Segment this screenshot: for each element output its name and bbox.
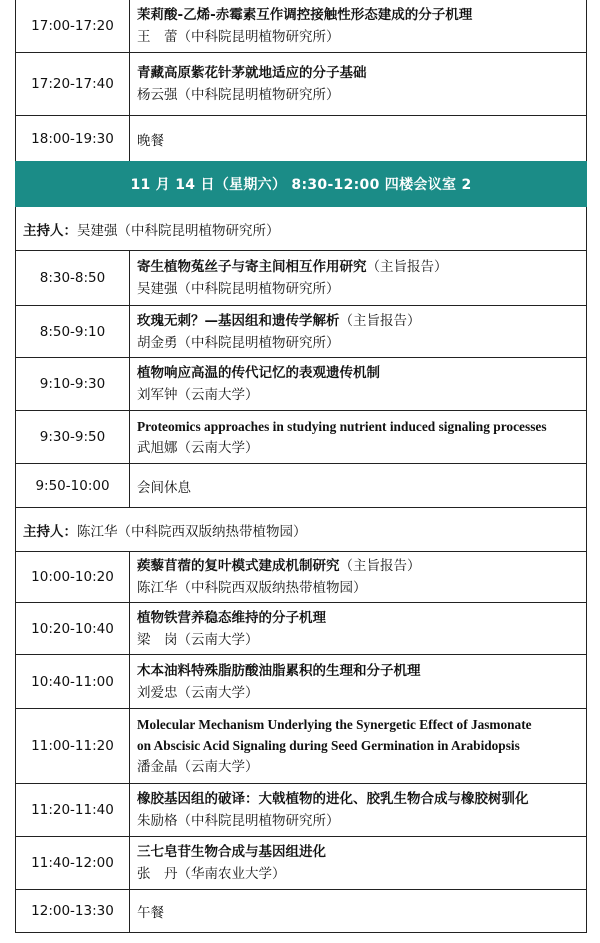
session-note: 会间休息: [137, 479, 191, 496]
session-note: 午餐: [137, 905, 164, 921]
host-row: [16, 508, 586, 552]
session-time: 18:00-19:30: [16, 116, 130, 161]
session-title: 植物铁营养稳态维持的分子机理: [137, 609, 326, 626]
session-speaker: 武旭娜（云南大学）: [137, 439, 259, 456]
session-content: [130, 358, 586, 410]
schedule-table: [15, 0, 587, 933]
session-tag: （主旨报告）: [366, 259, 448, 275]
session-time: 17:20-17:40: [16, 53, 130, 115]
session-time: 10:40-11:00: [16, 655, 130, 708]
session-title: [137, 310, 586, 332]
session-speaker: 陈江华（中科院西双版纳热带植物园）: [137, 580, 367, 596]
table-row: [16, 552, 586, 603]
session-content: [130, 116, 586, 161]
session-time: 8:50-9:10: [16, 306, 130, 357]
host-name: 吴建强（中科院昆明植物研究所）: [77, 222, 280, 239]
session-speaker: 梁 岗（云南大学）: [137, 631, 259, 648]
session-content: [130, 411, 586, 463]
session-speaker: 朱励格（中科院昆明植物研究所）: [137, 813, 340, 829]
session-title: 青藏高原紫花针茅就地适应的分子基础: [137, 65, 367, 81]
session-content: [130, 890, 586, 932]
session-title-text: 寄生植物菟丝子与寄主间相互作用研究: [137, 259, 367, 275]
session-title: 木本油料特殊脂肪酸油脂累积的生理和分子机理: [137, 662, 421, 679]
session-title: Proteomics approaches in studying nutrient induced signaling processes: [137, 418, 547, 434]
session-time: 11:20-11:40: [16, 784, 130, 836]
table-row: [16, 890, 586, 932]
session-speaker: 潘金晶（云南大学）: [137, 759, 259, 775]
session-time: 11:40-12:00: [16, 837, 130, 889]
session-content: [130, 0, 586, 52]
table-row: [16, 411, 586, 464]
session-title: 橡胶基因组的破译：大戟植物的进化、胶乳生物合成与橡胶树驯化: [137, 791, 529, 807]
session-time: 12:00-13:30: [16, 890, 130, 932]
session-title: [137, 555, 586, 577]
table-row: [16, 784, 586, 837]
session-speaker: 刘军钟（云南大学）: [137, 387, 259, 403]
host-label: 主持人：: [23, 523, 77, 540]
session-content: [130, 552, 586, 602]
host-label: 主持人：: [23, 222, 77, 239]
session-time: 17:00-17:20: [16, 0, 130, 52]
session-content: [130, 837, 586, 889]
session-speaker: 刘爱忠（云南大学）: [137, 684, 259, 701]
session-tag: （主旨报告）: [339, 312, 421, 329]
session-time: 9:10-9:30: [16, 358, 130, 410]
table-row: [16, 837, 586, 890]
session-tag: （主旨报告）: [339, 558, 421, 574]
host-row: [16, 207, 586, 251]
session-title-line2: on Abscisic Acid Signaling during Seed Germination in Arabidopsis: [137, 738, 520, 753]
session-content: [130, 603, 586, 654]
table-row: [16, 116, 586, 161]
table-row: [16, 53, 586, 116]
session-time: 9:50-10:00: [16, 464, 130, 507]
session-content: [130, 306, 586, 357]
session-title: 植物响应高温的传代记忆的表观遗传机制: [137, 365, 380, 381]
day-banner: 11 月 14 日（星期六） 8:30-12:00 四楼会议室 2: [15, 161, 587, 207]
session-time: 11:00-11:20: [16, 709, 130, 783]
session-speaker: 杨云强（中科院昆明植物研究所）: [137, 87, 340, 103]
host-name: 陈江华（中科院西双版纳热带植物园）: [77, 523, 307, 540]
session-time: 10:00-10:20: [16, 552, 130, 602]
table-row: [16, 0, 586, 53]
table-row: [16, 358, 586, 411]
session-note: 晚餐: [137, 132, 164, 149]
session-time: 8:30-8:50: [16, 251, 130, 305]
session-time: 9:30-9:50: [16, 411, 130, 463]
session-time: 10:20-10:40: [16, 603, 130, 654]
session-content: [130, 53, 586, 115]
session-content: [130, 709, 586, 783]
session-title-text: 蒺藜苜蓿的复叶模式建成机制研究: [137, 558, 340, 574]
table-row: [16, 709, 586, 784]
session-title: 茉莉酸-乙烯-赤霉素互作调控接触性形态建成的分子机理: [137, 7, 473, 23]
session-title: [137, 256, 586, 278]
session-title-text: 玫瑰无刺？—基因组和遗传学解析: [137, 312, 340, 329]
session-speaker: 王 蕾（中科院昆明植物研究所）: [137, 29, 340, 45]
table-row: [16, 655, 586, 709]
session-title: 三七皂苷生物合成与基因组进化: [137, 844, 326, 860]
session-content: [130, 464, 586, 507]
session-content: [130, 655, 586, 708]
table-row: [16, 306, 586, 358]
session-speaker: 张 丹（华南农业大学）: [137, 866, 286, 882]
table-row: [16, 464, 586, 508]
session-speaker: 胡金勇（中科院昆明植物研究所）: [137, 334, 340, 351]
session-content: [130, 784, 586, 836]
session-title: Molecular Mechanism Underlying the Synergetic Effect of Jasmonate: [137, 717, 532, 732]
table-row: [16, 603, 586, 655]
session-speaker: 吴建强（中科院昆明植物研究所）: [137, 281, 340, 297]
table-row: [16, 251, 586, 306]
session-content: [130, 251, 586, 305]
